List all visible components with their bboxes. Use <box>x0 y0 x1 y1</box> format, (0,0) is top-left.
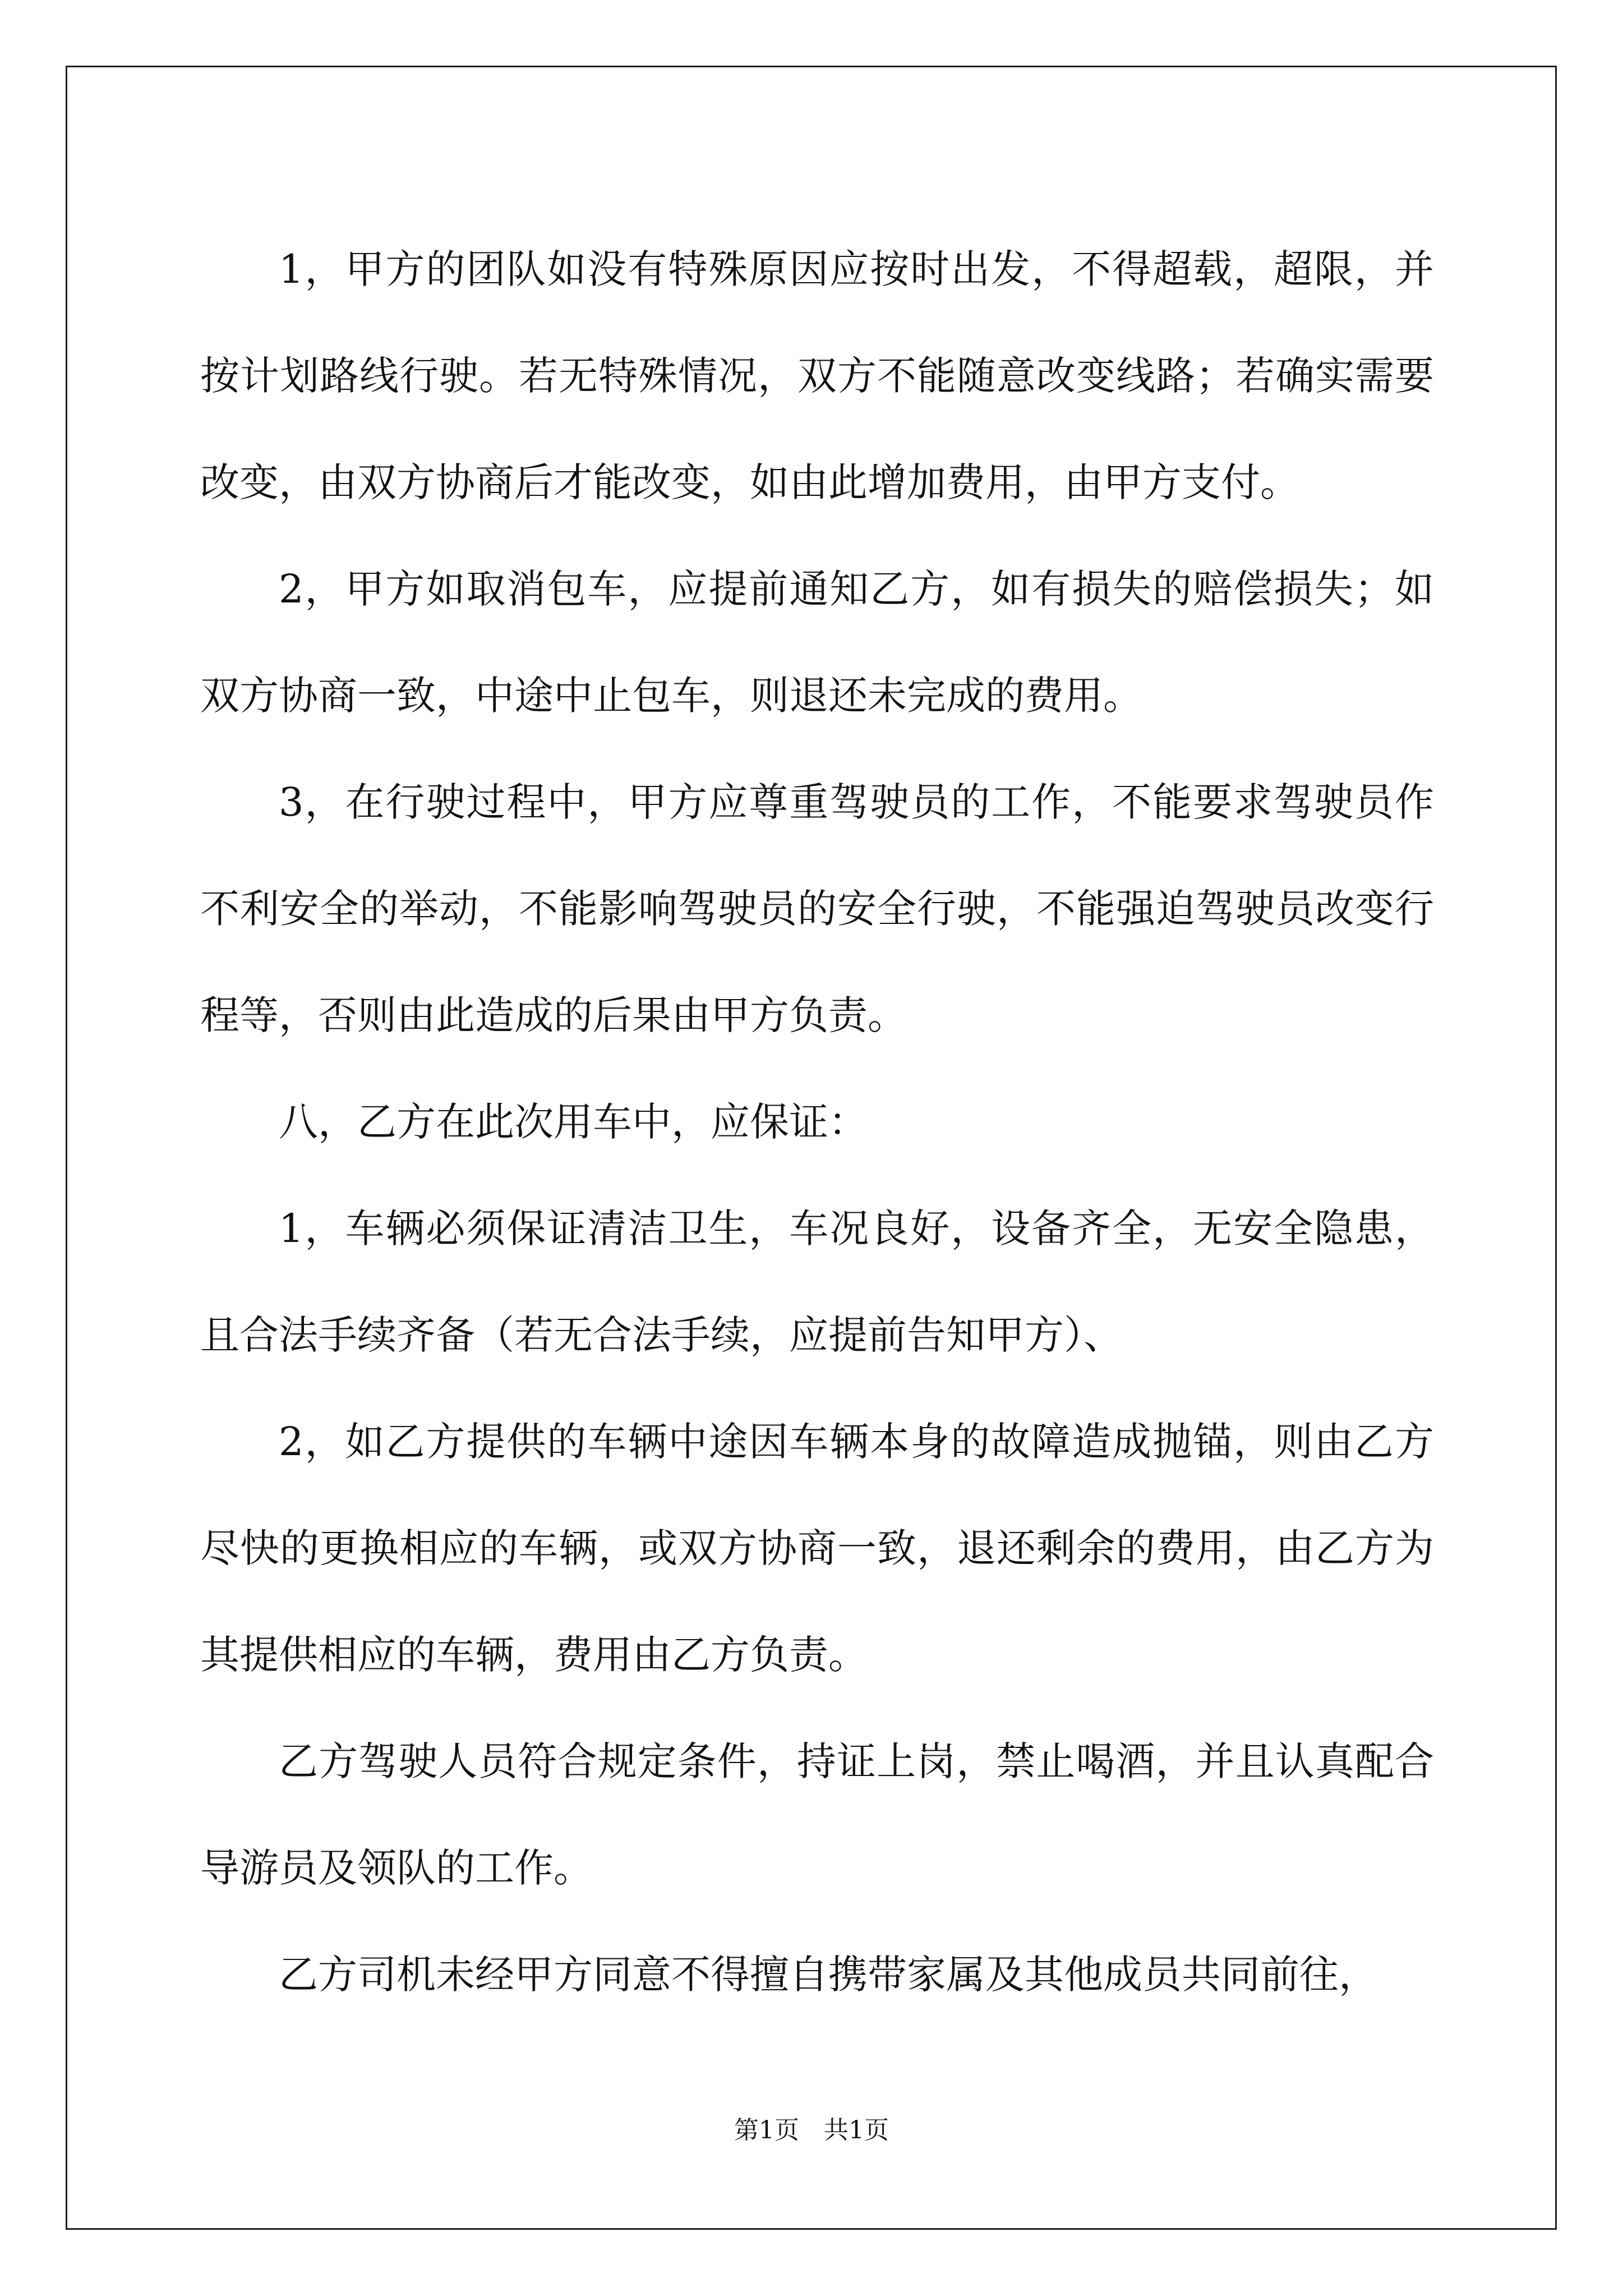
paragraph-clause-8-1: 1，车辆必须保证清洁卫生，车况良好，设备齐全，无安全隐患，且合法手续齐备（若无合法手续，应提前告知甲方）、 <box>200 1205 1434 1358</box>
paragraph-driver-family: 乙方司机未经甲方同意不得擅自携带家属及其他成员共同前往， <box>279 1952 1378 1998</box>
document-body <box>200 216 1434 2028</box>
section-heading-8: 八，乙方在此次用车中，应保证： <box>279 1099 868 1145</box>
page-number-footer: 第1页 共1页 <box>734 2116 889 2145</box>
paragraph-clause-7-2: 2，甲方如取消包车，应提前通知乙方，如有损失的赔偿损失；如双方协商一致，中途中止包车，则退还未完成的费用。 <box>200 566 1434 719</box>
paragraph-clause-7-1: 1，甲方的团队如没有特殊原因应按时出发，不得超载，超限，并按计划路线行驶。若无特殊情况，双方不能随意改变线路；若确实需要改变，由双方协商后才能改变，如由此增加费用，由甲方支付。 <box>200 246 1434 505</box>
paragraph-clause-7-3: 3，在行驶过程中，甲方应尊重驾驶员的工作，不能要求驾驶员作不利安全的举动，不能影响驾驶员的安全行驶，不能强迫驾驶员改变行程等，否则由此造成的后果由甲方负责。 <box>200 779 1434 1038</box>
paragraph-clause-8-2: 2，如乙方提供的车辆中途因车辆本身的故障造成抛锚，则由乙方尽快的更换相应的车辆，或双方协商一致，退还剩余的费用，由乙方为其提供相应的车辆，费用由乙方负责。 <box>200 1419 1434 1678</box>
paragraph-driver-requirements: 乙方驾驶人员符合规定条件，持证上岗，禁止喝酒，并且认真配合导游员及领队的工作。 <box>200 1738 1434 1891</box>
